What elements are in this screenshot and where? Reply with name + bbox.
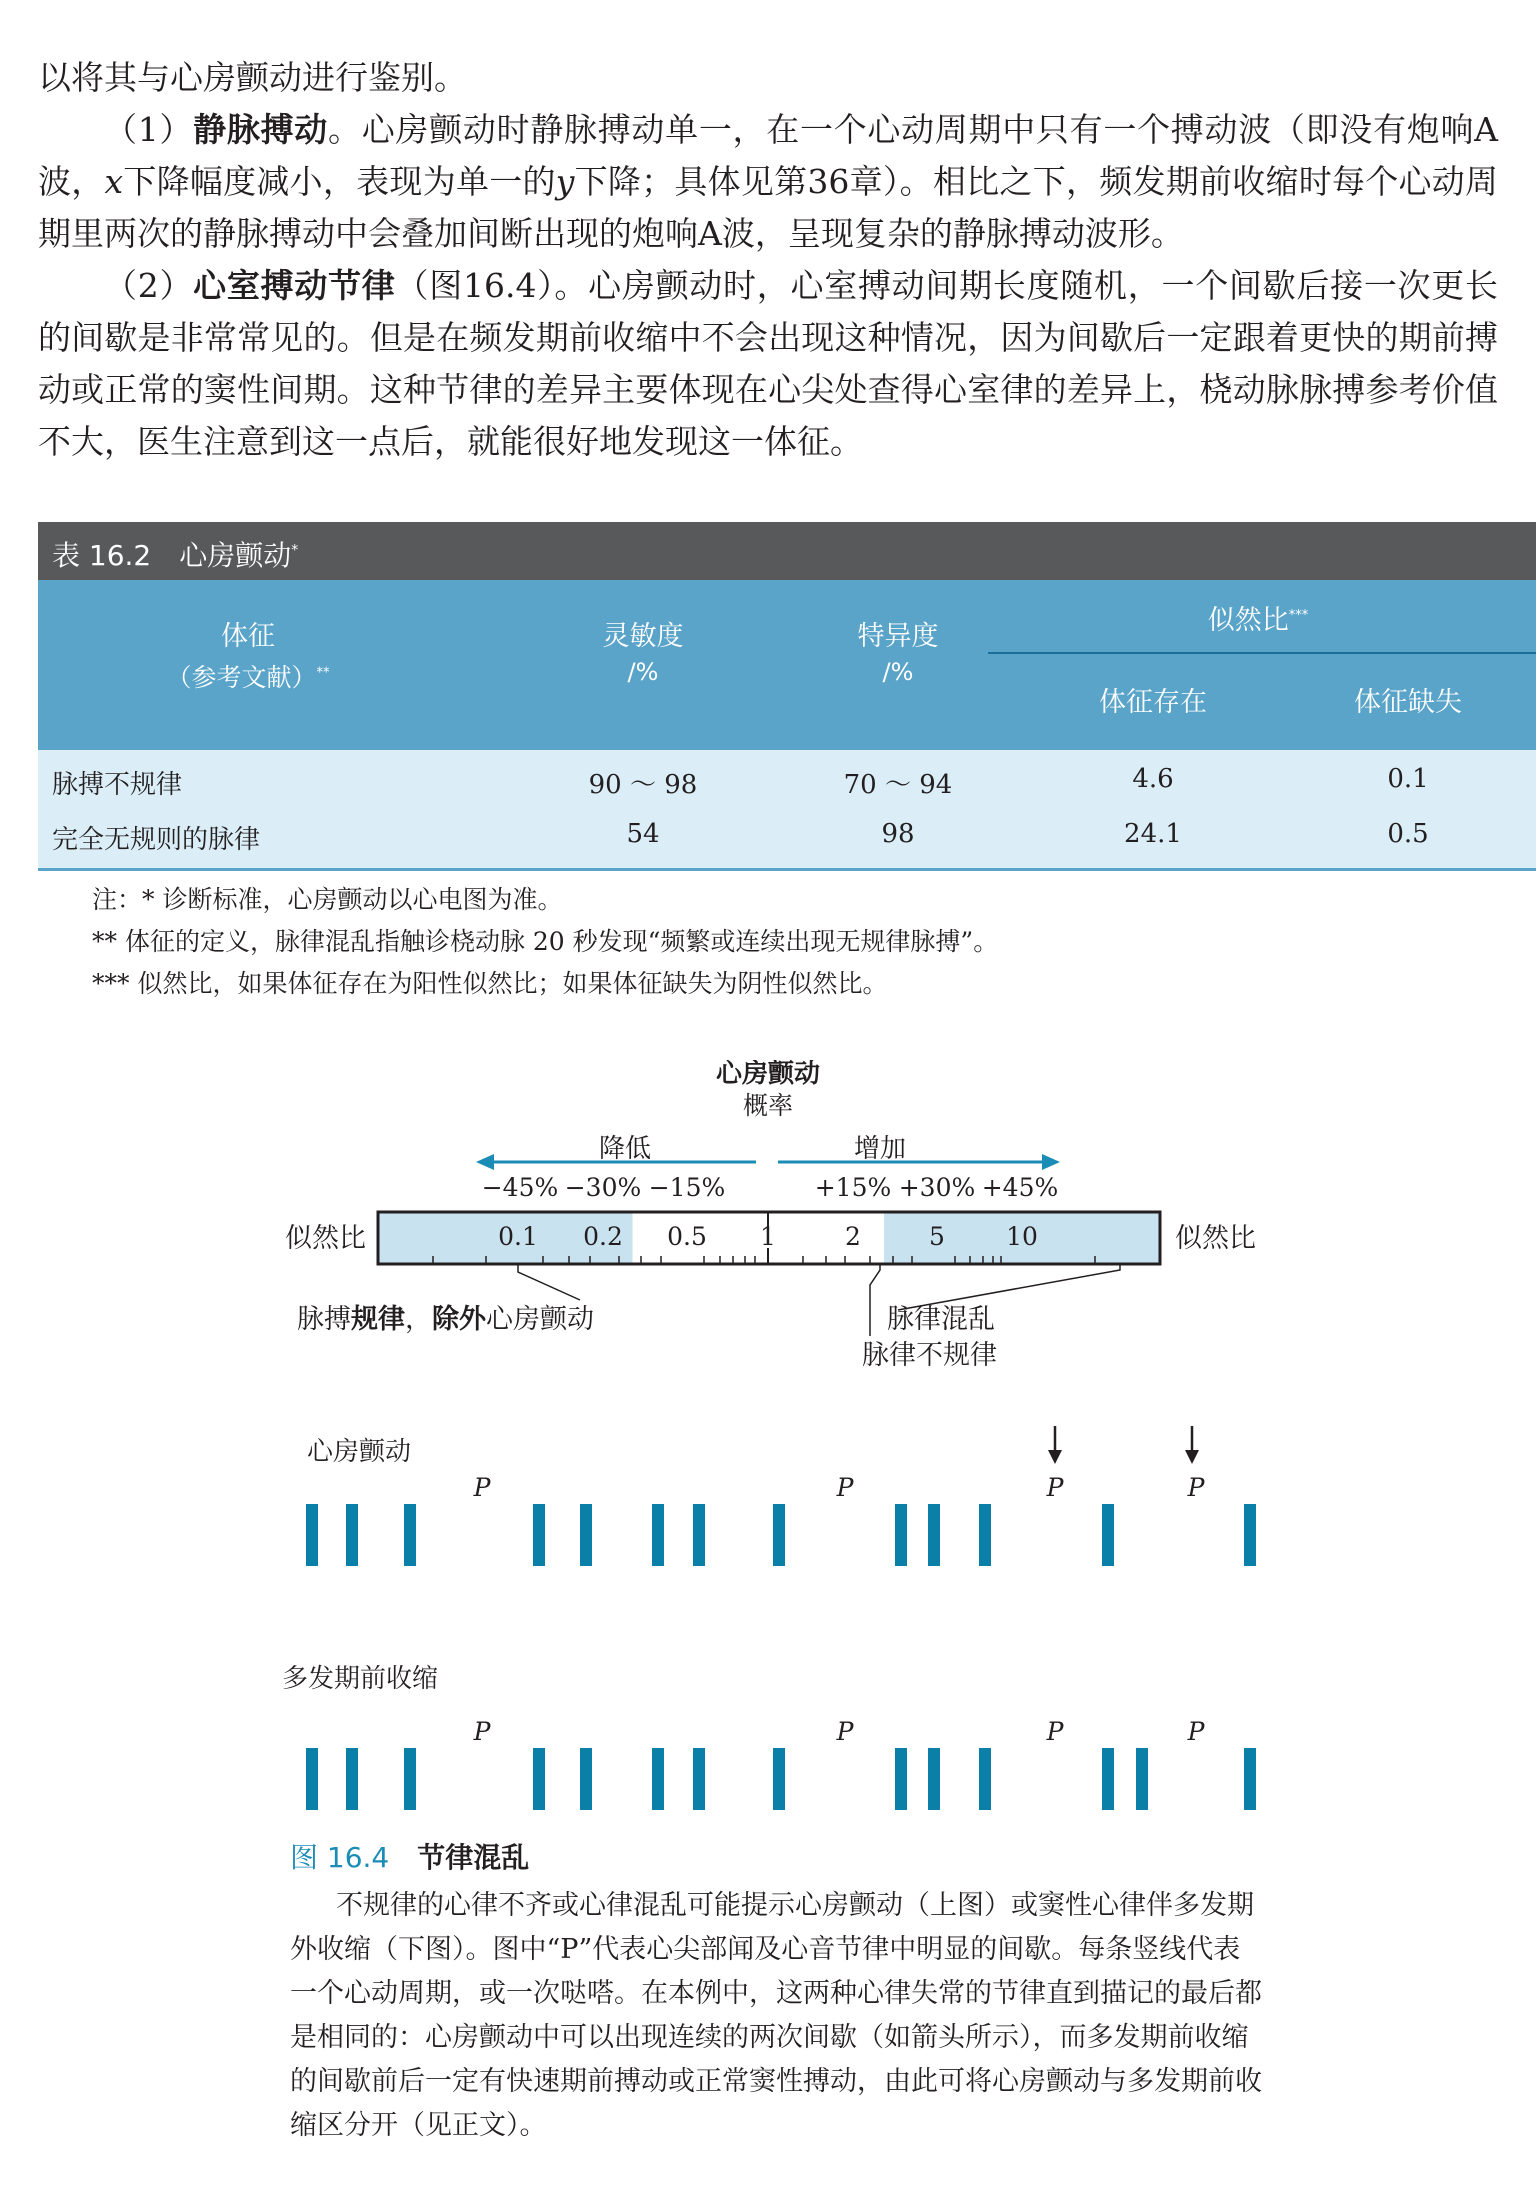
note-irregular: 脉律不规律 — [862, 1340, 997, 1371]
header-lr-text: 似然比 — [1207, 605, 1289, 636]
beat-bar — [693, 1748, 705, 1810]
pct-neg-45: −45% — [481, 1173, 559, 1202]
leader-irregular — [870, 1264, 880, 1336]
leader-regular — [518, 1264, 580, 1300]
figure-title: 节律混乱 — [417, 1841, 530, 1874]
header-specificity-unit: /% — [882, 658, 914, 686]
p-marker: P — [836, 1717, 854, 1746]
body-line-0: 以将其与心房颤动进行鉴别。 — [38, 58, 467, 97]
beat-bar — [895, 1748, 907, 1810]
note-regular-e: 心房颤动 — [486, 1304, 594, 1335]
lr-label-right: 似然比 — [1175, 1223, 1256, 1254]
p1-x: x — [104, 162, 124, 201]
lr-label-left: 似然比 — [285, 1223, 366, 1254]
beat-bar — [652, 1504, 664, 1566]
cell-sign: 脉搏不规律 — [52, 770, 183, 800]
tick-0.2: 0.2 — [583, 1222, 623, 1251]
pvc-beat-bars — [306, 1748, 1256, 1810]
p-marker: P — [473, 1717, 491, 1746]
beat-bar — [533, 1748, 545, 1810]
caption-line: 缩区分开（见正文）。 — [290, 2110, 547, 2141]
header-lr-present: 体征存在 — [1099, 687, 1207, 718]
table-note-3: *** 似然比，如果体征存在为阳性似然比；如果体征缺失为阴性似然比。 — [92, 969, 888, 998]
p2-text-a: （图16.4）。心房颤动时，心室搏动间期长度随机，一个间歇后接一次更长的间歇是非常常见的。但是在频发期前收缩中不会出现这种情况，因为间歇后一定跟着更快的期前搏动或正常的窦性间期。这种节律的差异主要体现在心尖处查得心室律的差异上，桡动脉脉搏参考价值不大，医生注意到这一点后，就能很好地发现这一体征。 — [38, 266, 1498, 461]
header-sign-ref-text: （参考文献） — [166, 663, 317, 692]
beat-bar — [1102, 1504, 1114, 1566]
increase-arrow-head — [1042, 1154, 1060, 1170]
p1-text-a: 。心房颤动时静脉搏动单一，在一个心动周期中只有一个搏动波（即没有炮响A波， — [38, 110, 1499, 201]
scale-title: 心房颤动 — [715, 1060, 821, 1089]
caption-line: 不规律的心律不齐或心律混乱可能提示心房颤动（上图）或窦性心律伴多发期 — [336, 1890, 1254, 1921]
pct-pos-45: +45% — [981, 1173, 1059, 1202]
header-sign: 体征 — [221, 621, 275, 652]
figure-label: 图 16.4 — [290, 1841, 390, 1874]
header-sensitivity-unit: /% — [627, 658, 659, 686]
header-sensitivity: 灵敏度 — [602, 621, 684, 652]
af-beat-bars — [306, 1504, 1256, 1566]
cell-spec: 70 ～ 94 — [843, 770, 953, 800]
figure-caption-heading — [290, 1836, 1285, 1880]
beat-bar — [979, 1748, 991, 1810]
p-marker: P — [473, 1473, 491, 1502]
pct-pos-15: +15% — [814, 1173, 892, 1202]
table-title-text: 表 16.2 心房颤动 — [52, 539, 292, 572]
cell-sign: 完全无规则的脉律 — [52, 825, 261, 855]
caption-line: 外收缩（下图）。图中“P”代表心尖部闻及心音节律中明显的间歇。每条竖线代表 — [290, 1934, 1241, 1965]
cell-lr-present: 4.6 — [1132, 764, 1174, 794]
caption-line: 一个心动周期，或一次哒嗒。在本例中，这两种心律失常的节律直到描记的最后都 — [290, 1978, 1262, 2009]
beat-bar — [1136, 1748, 1148, 1810]
pct-pos-30: +30% — [898, 1173, 976, 1202]
p1-text-c: 下降；具体见第36章）。相比之下，频发期前收缩时每个心动周期里两次的静脉搏动中会叠加间断出现的炮响A波，呈现复杂的静脉搏动波形。 — [38, 162, 1499, 253]
beat-bar — [693, 1504, 705, 1566]
beat-bar — [1102, 1748, 1114, 1810]
note-regular-a: 脉搏 — [297, 1304, 351, 1335]
cell-lr-present: 24.1 — [1124, 819, 1182, 849]
beat-bar — [306, 1748, 318, 1810]
p-marker: P — [1046, 1717, 1064, 1746]
beat-bar — [773, 1504, 785, 1566]
af-rhythm-label: 心房颤动 — [307, 1437, 412, 1467]
increase-label: 增加 — [853, 1134, 907, 1164]
header-sign-ref-mark: ** — [316, 665, 330, 681]
af-pause-arrows — [1048, 1426, 1199, 1464]
table-title — [52, 534, 298, 574]
pct-neg-15: −15% — [648, 1173, 726, 1202]
beat-bar — [1244, 1748, 1256, 1810]
tick-2: 2 — [845, 1222, 861, 1251]
header-lr-rule — [988, 652, 1536, 654]
beat-bar — [895, 1504, 907, 1566]
header-lr-mark: *** — [1288, 608, 1309, 623]
tick-5: 5 — [929, 1222, 945, 1251]
cell-lr-absent: 0.5 — [1387, 819, 1429, 849]
tick-0.5: 0.5 — [667, 1222, 707, 1251]
note-regular-pulse — [297, 1304, 594, 1335]
note-regular-d: 除外 — [432, 1304, 486, 1335]
beat-bar — [404, 1504, 416, 1566]
note-regular-c: ， — [405, 1304, 432, 1335]
beat-bar — [580, 1748, 592, 1810]
header-sign-ref — [98, 658, 398, 694]
af-p-markers — [473, 1473, 1206, 1502]
beat-bar — [928, 1504, 940, 1566]
beat-bar — [533, 1504, 545, 1566]
p1-y: y — [555, 162, 575, 201]
pause-arrow-head — [1185, 1450, 1199, 1464]
beat-bar — [306, 1504, 318, 1566]
scale-subtitle: 概率 — [742, 1091, 794, 1120]
header-specificity: 特异度 — [857, 621, 939, 652]
p-marker: P — [1187, 1473, 1205, 1502]
beat-bar — [1244, 1504, 1256, 1566]
beat-bar — [346, 1748, 358, 1810]
pct-neg-30: −30% — [564, 1173, 642, 1202]
paragraph-ventricular-rhythm — [38, 260, 1498, 468]
decrease-arrow-head — [476, 1154, 494, 1170]
figure-16-4 — [0, 1060, 1536, 1860]
beat-bar — [346, 1504, 358, 1566]
beat-bar — [404, 1748, 416, 1810]
beat-bar — [928, 1748, 940, 1810]
beat-bar — [979, 1504, 991, 1566]
cell-sens: 90 ～ 98 — [588, 770, 698, 800]
table-header — [38, 580, 1536, 750]
p1-text-b: 下降幅度减小，表现为单一的 — [123, 162, 556, 201]
table-note-1: 注：* 诊断标准，心房颤动以心电图为准。 — [92, 885, 563, 914]
p-marker: P — [1046, 1473, 1064, 1502]
tick-0.1: 0.1 — [498, 1222, 538, 1251]
p2-prefix: （2） — [104, 266, 194, 305]
p1-term: 静脉搏动 — [193, 110, 328, 149]
beat-bar — [580, 1504, 592, 1566]
caption-line: 是相同的：心房颤动中可以出现连续的两次间歇（如箭头所示），而多发期前收缩 — [290, 2022, 1249, 2053]
tick-1: 1 — [760, 1222, 776, 1251]
beat-bar — [773, 1748, 785, 1810]
pvc-rhythm-label: 多发期前收缩 — [282, 1664, 439, 1694]
cell-spec: 98 — [881, 819, 915, 849]
note-chaotic: 脉律混乱 — [887, 1304, 995, 1335]
table-note-2: ** 体征的定义，脉律混乱指触诊桡动脉 20 秒发现“频繁或连续出现无规律脉搏”。 — [92, 927, 999, 956]
table-title-bar — [38, 522, 1536, 580]
header-lr-absent: 体征缺失 — [1354, 687, 1462, 718]
table-body — [38, 750, 1536, 871]
paragraph-venous-pulse — [38, 104, 1498, 260]
caption-line: 的间歇前后一定有快速期前搏动或正常窦性搏动，由此可将心房颤动与多发期前收 — [290, 2066, 1262, 2097]
table-title-mark: * — [291, 542, 299, 559]
p-marker: P — [836, 1473, 854, 1502]
p2-term: 心室搏动节律 — [193, 266, 396, 305]
decrease-label: 降低 — [598, 1134, 652, 1164]
p-marker: P — [1187, 1717, 1205, 1746]
beat-bar — [652, 1748, 664, 1810]
tick-10: 10 — [1006, 1222, 1038, 1251]
header-lr — [988, 598, 1528, 637]
cell-sens: 54 — [626, 819, 660, 849]
pvc-p-markers — [473, 1717, 1206, 1746]
p1-prefix: （1） — [104, 110, 194, 149]
pause-arrow-head — [1048, 1450, 1062, 1464]
note-regular-b: 规律 — [351, 1304, 405, 1335]
cell-lr-absent: 0.1 — [1387, 764, 1429, 794]
